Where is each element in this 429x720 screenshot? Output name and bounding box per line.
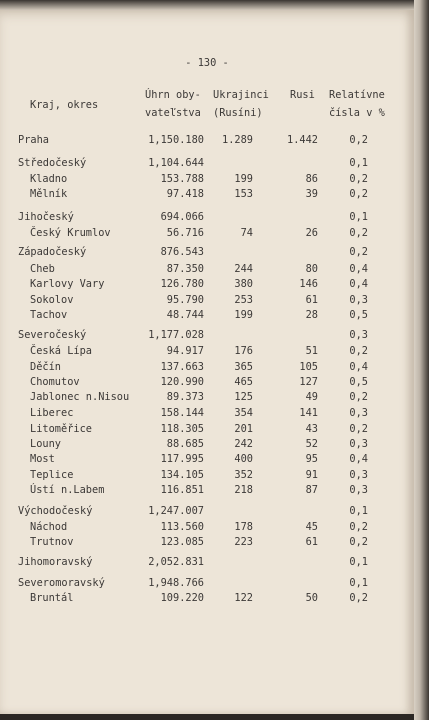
row-total: 1,177.028 bbox=[148, 329, 204, 341]
row-total: 109.220 bbox=[160, 592, 204, 604]
row-total: 88.685 bbox=[166, 438, 204, 450]
row-russians: 49 bbox=[305, 391, 318, 403]
row-relative: 0,2 bbox=[349, 227, 368, 239]
row-ukrainians: 352 bbox=[234, 469, 253, 481]
row-russians: 28 bbox=[305, 309, 318, 321]
header-region: Kraj, okres bbox=[30, 99, 99, 111]
row-relative: 0,3 bbox=[349, 484, 368, 496]
row-total: 89.373 bbox=[166, 391, 204, 403]
row-russians: 86 bbox=[305, 173, 318, 185]
row-name: Trutnov bbox=[30, 536, 74, 548]
row-ukrainians: 199 bbox=[234, 173, 253, 185]
book-top-shadow bbox=[0, 0, 429, 10]
row-ukrainians: 125 bbox=[234, 391, 253, 403]
row-relative: 0,2 bbox=[349, 521, 368, 533]
row-ukrainians: 201 bbox=[234, 423, 253, 435]
row-total: 876.543 bbox=[160, 246, 204, 258]
row-russians: 45 bbox=[305, 521, 318, 533]
row-total: 87.350 bbox=[166, 263, 204, 275]
row-total: 120.990 bbox=[160, 376, 204, 388]
header-total-line2: vateľstva bbox=[145, 107, 201, 119]
row-relative: 0,3 bbox=[349, 438, 368, 450]
row-total: 694.066 bbox=[160, 211, 204, 223]
row-total: 97.418 bbox=[166, 188, 204, 200]
row-russians: 52 bbox=[305, 438, 318, 450]
row-name: Ústí n.Labem bbox=[30, 484, 105, 496]
row-total: 1,104.644 bbox=[148, 157, 204, 169]
row-russians: 61 bbox=[305, 294, 318, 306]
row-russians: 43 bbox=[305, 423, 318, 435]
row-ukrainians: 400 bbox=[234, 453, 253, 465]
row-name: Liberec bbox=[30, 407, 74, 419]
row-russians: 87 bbox=[305, 484, 318, 496]
row-russians: 1.442 bbox=[287, 134, 318, 146]
row-total: 95.790 bbox=[166, 294, 204, 306]
row-relative: 0,4 bbox=[349, 278, 368, 290]
row-name: Český Krumlov bbox=[30, 227, 111, 239]
row-total: 116.851 bbox=[160, 484, 204, 496]
row-relative: 0,2 bbox=[349, 134, 368, 146]
row-total: 123.085 bbox=[160, 536, 204, 548]
row-name: Cheb bbox=[30, 263, 55, 275]
row-total: 137.663 bbox=[160, 361, 204, 373]
row-name: Chomutov bbox=[30, 376, 80, 388]
row-total: 1,247.007 bbox=[148, 505, 204, 517]
row-name: Litoměřice bbox=[30, 423, 92, 435]
header-total-line1: Úhrn oby- bbox=[145, 89, 201, 101]
row-name: Sokolov bbox=[30, 294, 74, 306]
row-name: Jihočeský bbox=[18, 211, 74, 223]
row-total: 134.105 bbox=[160, 469, 204, 481]
row-total: 48.744 bbox=[166, 309, 204, 321]
row-ukrainians: 253 bbox=[234, 294, 253, 306]
row-relative: 0,3 bbox=[349, 294, 368, 306]
row-name: Děčín bbox=[30, 361, 61, 373]
row-relative: 0,5 bbox=[349, 309, 368, 321]
row-relative: 0,3 bbox=[349, 329, 368, 341]
book-page-edge bbox=[414, 0, 429, 720]
row-relative: 0,2 bbox=[349, 345, 368, 357]
row-relative: 0,2 bbox=[349, 173, 368, 185]
row-relative: 0,1 bbox=[349, 211, 368, 223]
row-name: Česká Lípa bbox=[30, 345, 92, 357]
row-ukrainians: 176 bbox=[234, 345, 253, 357]
row-total: 117.995 bbox=[160, 453, 204, 465]
row-ukrainians: 122 bbox=[234, 592, 253, 604]
row-name: Jablonec n.Nisou bbox=[30, 391, 130, 403]
row-name: Mělník bbox=[30, 188, 68, 200]
row-relative: 0,2 bbox=[349, 423, 368, 435]
row-ukrainians: 153 bbox=[234, 188, 253, 200]
header-rel-line2: čísla v % bbox=[329, 107, 385, 119]
row-name: Jihomoravský bbox=[18, 556, 93, 568]
row-total: 153.788 bbox=[160, 173, 204, 185]
row-russians: 26 bbox=[305, 227, 318, 239]
document-page bbox=[0, 10, 414, 714]
row-name: Východočeský bbox=[18, 505, 93, 517]
row-ukrainians: 380 bbox=[234, 278, 253, 290]
row-ukrainians: 178 bbox=[234, 521, 253, 533]
row-total: 1,948.766 bbox=[148, 577, 204, 589]
row-relative: 0,5 bbox=[349, 376, 368, 388]
row-relative: 0,2 bbox=[349, 536, 368, 548]
row-name: Louny bbox=[30, 438, 61, 450]
row-name: Středočeský bbox=[18, 157, 87, 169]
row-total: 158.144 bbox=[160, 407, 204, 419]
row-name: Most bbox=[30, 453, 55, 465]
row-name: Západočeský bbox=[18, 246, 87, 258]
header-ukr-line2: (Rusíni) bbox=[213, 107, 263, 119]
row-relative: 0,4 bbox=[349, 453, 368, 465]
row-name: Bruntál bbox=[30, 592, 74, 604]
row-russians: 51 bbox=[305, 345, 318, 357]
row-russians: 80 bbox=[305, 263, 318, 275]
row-russians: 127 bbox=[299, 376, 318, 388]
row-total: 2,052.831 bbox=[148, 556, 204, 568]
row-relative: 0,4 bbox=[349, 263, 368, 275]
row-total: 1,150.180 bbox=[148, 134, 204, 146]
row-total: 118.305 bbox=[160, 423, 204, 435]
row-ukrainians: 218 bbox=[234, 484, 253, 496]
row-russians: 105 bbox=[299, 361, 318, 373]
row-relative: 0,2 bbox=[349, 188, 368, 200]
row-russians: 141 bbox=[299, 407, 318, 419]
row-total: 126.780 bbox=[160, 278, 204, 290]
row-relative: 0,1 bbox=[349, 505, 368, 517]
row-ukrainians: 74 bbox=[240, 227, 253, 239]
row-name: Kladno bbox=[30, 173, 68, 185]
row-ukrainians: 365 bbox=[234, 361, 253, 373]
row-relative: 0,1 bbox=[349, 157, 368, 169]
row-ukrainians: 465 bbox=[234, 376, 253, 388]
row-relative: 0,1 bbox=[349, 577, 368, 589]
row-name: Severočeský bbox=[18, 329, 87, 341]
row-total: 113.560 bbox=[160, 521, 204, 533]
header-rel-line1: Relatívne bbox=[329, 89, 385, 101]
row-relative: 0,3 bbox=[349, 469, 368, 481]
row-russians: 146 bbox=[299, 278, 318, 290]
row-ukrainians: 223 bbox=[234, 536, 253, 548]
row-relative: 0,3 bbox=[349, 407, 368, 419]
row-relative: 0,4 bbox=[349, 361, 368, 373]
row-name: Náchod bbox=[30, 521, 68, 533]
row-ukrainians: 354 bbox=[234, 407, 253, 419]
header-rus: Rusi bbox=[290, 89, 315, 101]
row-ukrainians: 1.289 bbox=[222, 134, 253, 146]
row-name: Severomoravský bbox=[18, 577, 105, 589]
row-russians: 91 bbox=[305, 469, 318, 481]
row-ukrainians: 244 bbox=[234, 263, 253, 275]
row-total: 56.716 bbox=[166, 227, 204, 239]
row-ukrainians: 199 bbox=[234, 309, 253, 321]
row-name: Karlovy Vary bbox=[30, 278, 105, 290]
page-number: - 130 - bbox=[185, 57, 229, 69]
row-name: Teplice bbox=[30, 469, 74, 481]
row-russians: 50 bbox=[305, 592, 318, 604]
row-relative: 0,2 bbox=[349, 592, 368, 604]
row-total: 94.917 bbox=[166, 345, 204, 357]
row-relative: 0,2 bbox=[349, 391, 368, 403]
row-name: Praha bbox=[18, 134, 49, 146]
row-russians: 39 bbox=[305, 188, 318, 200]
row-relative: 0,2 bbox=[349, 246, 368, 258]
row-russians: 61 bbox=[305, 536, 318, 548]
row-ukrainians: 242 bbox=[234, 438, 253, 450]
row-relative: 0,1 bbox=[349, 556, 368, 568]
header-ukr-line1: Ukrajinci bbox=[213, 89, 269, 101]
row-name: Tachov bbox=[30, 309, 68, 321]
row-russians: 95 bbox=[305, 453, 318, 465]
